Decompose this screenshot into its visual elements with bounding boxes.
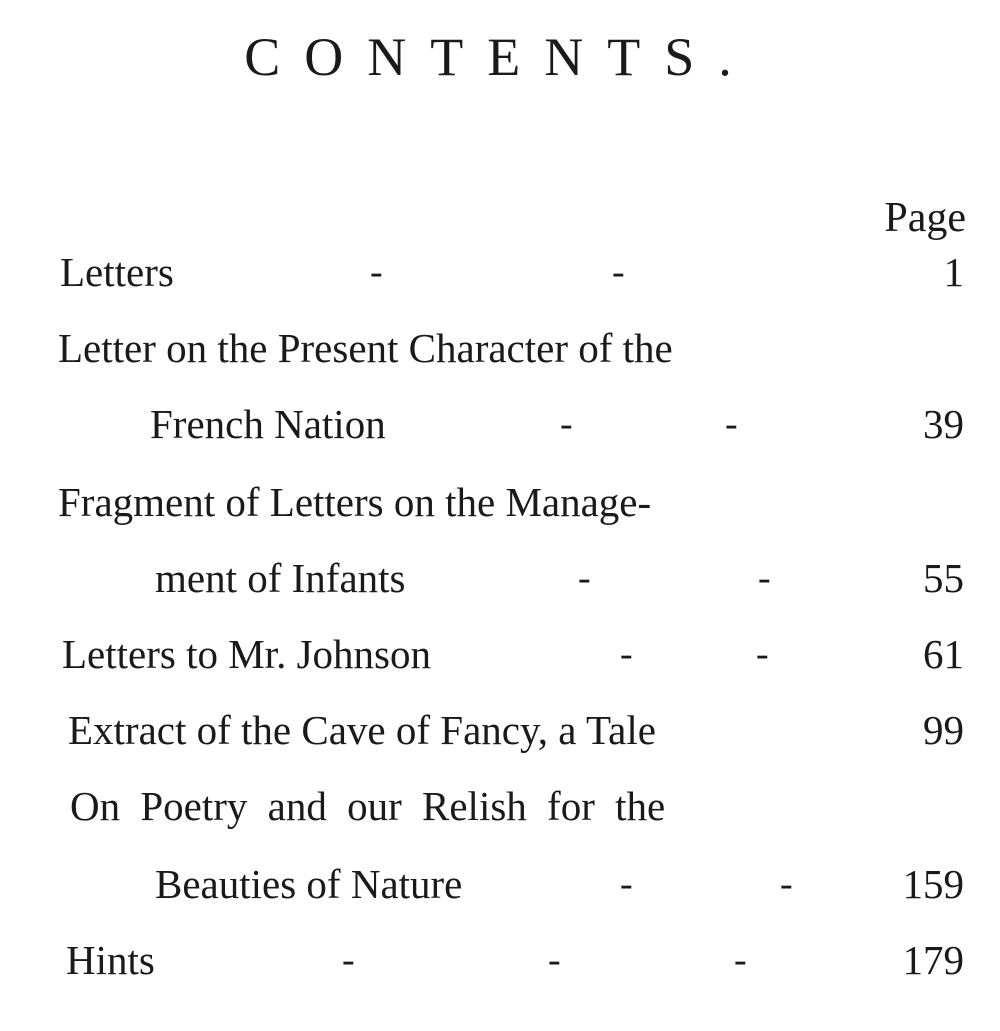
entry-title: On Poetry and our Relish for the: [70, 783, 666, 829]
leader-dash: -: [560, 403, 573, 445]
entry-title-continued: French Nation: [150, 401, 386, 447]
leader-dash: -: [758, 557, 771, 599]
entry-title: Letter on the Present Character of the: [58, 325, 673, 371]
entry-title: Letters to Mr. Johnson: [62, 631, 431, 677]
entry-page-number: 159: [902, 861, 964, 907]
entry-page-number: 99: [923, 707, 964, 753]
leader-dash: -: [370, 251, 383, 293]
toc-entry-infants-line-1: [0, 472, 1000, 532]
toc-entry-infants-line-2: [0, 548, 1000, 608]
leader-dash: -: [578, 557, 591, 599]
entry-page-number: 61: [923, 631, 964, 677]
toc-entry-cave-of-fancy: [0, 700, 1000, 760]
entry-page-number: 179: [902, 937, 964, 983]
toc-entry-johnson: [0, 624, 1000, 684]
leader-dash: -: [734, 939, 747, 981]
entry-page-number: 55: [923, 555, 964, 601]
toc-entry-poetry-line-1: [0, 776, 1000, 836]
toc-entry-letters: [0, 242, 1000, 302]
entry-title: Fragment of Letters on the Manage-: [58, 479, 652, 525]
leader-dash: -: [620, 863, 633, 905]
leader-dash: -: [620, 633, 633, 675]
entry-title: Letters: [60, 249, 174, 295]
entry-title: Hints: [66, 937, 155, 983]
leader-dash: -: [342, 939, 355, 981]
toc-entry-hints: [0, 930, 1000, 990]
page-column-label: Page: [884, 195, 966, 241]
leader-dash: -: [756, 633, 769, 675]
toc-entry-french-nation-line-1: [0, 318, 1000, 378]
leader-dash: -: [548, 939, 561, 981]
entry-page-number: 39: [923, 401, 964, 447]
leader-dash: -: [725, 403, 738, 445]
entry-title: Extract of the Cave of Fancy, a Tale: [68, 707, 656, 753]
entry-page-number: 1: [943, 249, 964, 295]
leader-dash: -: [780, 863, 793, 905]
entry-title-continued: ment of Infants: [155, 555, 406, 601]
toc-entry-poetry-line-2: [0, 854, 1000, 914]
toc-entry-french-nation-line-2: [0, 394, 1000, 454]
page-title: CONTENTS.: [244, 27, 756, 87]
entry-title-continued: Beauties of Nature: [155, 861, 463, 907]
leader-dash: -: [612, 251, 625, 293]
